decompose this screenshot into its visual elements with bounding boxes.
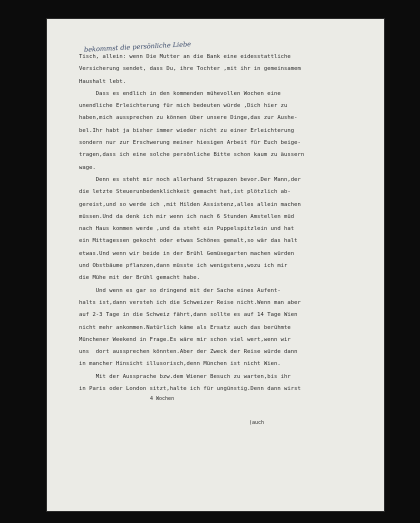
text-line: haben,mich aussprechen zu können über unsere Dinge,das zur Aushe-	[79, 115, 298, 122]
text-line: Mit der Aussprache bzw.dem Wiener Besuch zu warten,bis ihr	[79, 373, 291, 380]
text-line: müssen.Und da denk ich mir wenn ich nach 6 Stunden Amstellen müd	[79, 213, 295, 220]
text-line: wage.	[79, 164, 96, 171]
text-line: und Obstbäume pflanzen,dann müsste ich wenigstens,wozu ich mir	[79, 263, 288, 270]
text-line: auf 2-3 Tage in die Schweiz fährt,dann sollte es auf 14 Tage Wien	[79, 312, 298, 319]
text-line: sondern nur zur Erschwerung meiner hiesigen Arbeit für Euch beige-	[79, 140, 301, 147]
text-line: die Mühe mit der Brühl gemacht habe.	[79, 275, 201, 282]
text-line: gereist,und so werde ich ,mit Hilden Assistenz,alles allein machen	[79, 201, 301, 208]
text-line: Versicherung sendet, dass Du, ihre Tochter ,mit ihr in gemeinsamem	[79, 66, 301, 73]
text-line: Tisch, allein: wenn Die Mutter an die Bank eine eidesstattliche	[79, 54, 291, 60]
text-line: Haushalt lebt.	[79, 78, 127, 85]
text-line: bel.Ihr habt ja bisher immer wieder nicht zu einer Erleichterung	[79, 127, 295, 134]
text-line: nicht mehr ankommen.Natürlich käme als Ersatz auch das berühmte	[79, 324, 291, 331]
letter-page	[46, 18, 385, 512]
handwritten-annotation: bekommst die persönliche Liebe	[83, 40, 192, 54]
text-line: tragen,dass ich eine solche persönliche Bitte schon kaum zu äussern	[79, 152, 305, 159]
text-line: uns dort aussprechen könnten.Aber der Zweck der Reise würde dann	[79, 349, 298, 356]
text-line: nach Haus kommen werde ,und da steht ein Puppelspitzlein und hat	[79, 226, 295, 233]
typed-insert-wochen: 4 Wochen	[150, 396, 175, 402]
text-line: die letzte Steuerunbedenklichkeit gemacht hat,ist plötzlich ab-	[79, 189, 291, 196]
text-line: ein Mittagessen gekocht oder etwas Schönes gemalt,so wär das halt	[79, 238, 298, 245]
text-line: Dass es endlich in den kommenden mühevollen Wochen eine	[79, 90, 281, 97]
text-line: Denn es steht mir noch allerhand Strapazen bevor.Der Mann,der	[79, 176, 301, 183]
text-line: Und wenn es gar so dringend mit der Sache eines Aufent-	[79, 287, 281, 294]
text-line: etwas.Und wenn wir beide in der Brühl Gemüsegarten machen würden	[79, 250, 295, 257]
typed-insert-auch: (auch	[249, 420, 265, 426]
text-line: Münchener Weekend in Frage.Es wäre mir schon viel wert,wenn wir	[79, 336, 291, 343]
text-line: unendliche Erleichterung für mich bedeuten würde ,Dich hier zu	[79, 103, 288, 110]
text-line: in Paris oder London sitzt,halte ich für ungünstig.Denn dann wirst	[79, 386, 301, 393]
text-line: in mancher Hinsicht illusorisch,denn München ist nicht Wien.	[79, 361, 281, 368]
text-line: halts ist,dann versteh ich die Schweizer Reise nicht.Wenn man aber	[79, 299, 301, 306]
typed-letter-body	[79, 51, 379, 395]
